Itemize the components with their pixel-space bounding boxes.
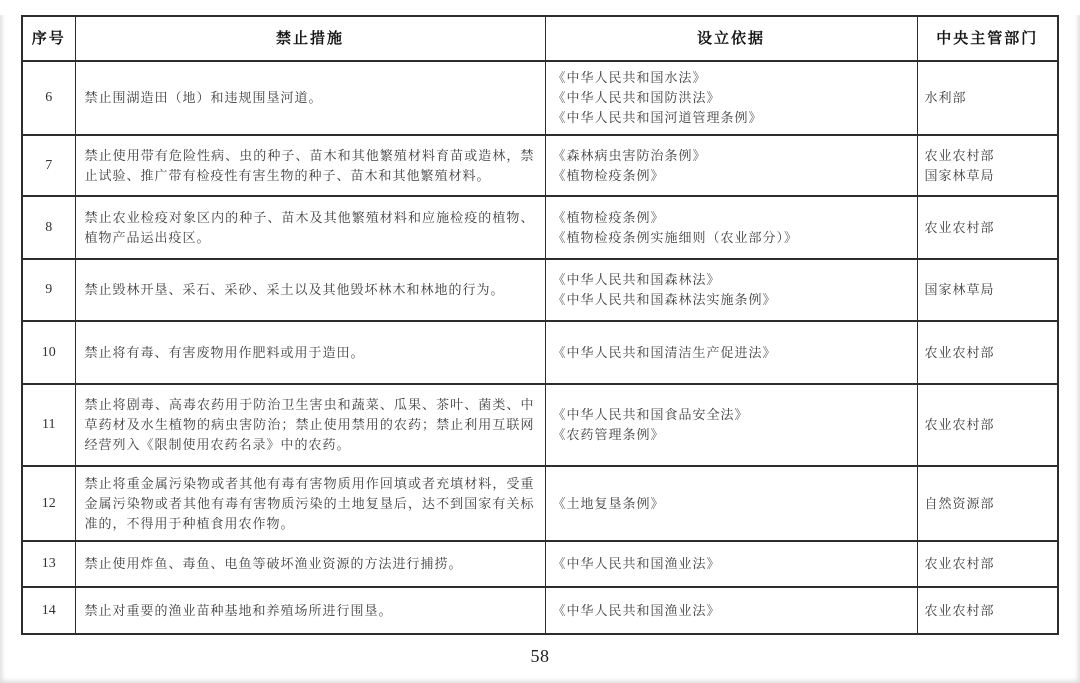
row-central-authority xyxy=(917,384,1058,466)
row-central-authority-line: 农业农村部 xyxy=(924,147,995,163)
col-header-central-authority: 中央主管部门 xyxy=(917,16,1058,61)
row-legal-basis-line: 《中华人民共和国森林法》 xyxy=(552,272,721,287)
row-central-authority-line: 国家林草局 xyxy=(924,167,995,183)
row-serial-number: 8 xyxy=(22,196,75,259)
table-header-row xyxy=(22,16,1058,61)
row-prohibited-measure: 禁止将有毒、有害废物用作肥料或用于造田。 xyxy=(75,321,545,384)
row-central-authority xyxy=(917,61,1058,135)
table-row xyxy=(22,321,1058,384)
row-legal-basis-line: 《中华人民共和国渔业法》 xyxy=(552,556,721,571)
row-central-authority-line: 国家林草局 xyxy=(924,282,995,297)
row-prohibited-measure: 禁止毁林开垦、采石、采砂、采土以及其他毁坏林木和林地的行为。 xyxy=(75,259,545,321)
row-legal-basis xyxy=(545,541,917,587)
row-legal-basis-line: 《植物检疫条例》 xyxy=(552,167,665,183)
row-central-authority-line: 水利部 xyxy=(924,90,967,105)
row-central-authority xyxy=(917,259,1058,321)
row-legal-basis-line: 《中华人民共和国渔业法》 xyxy=(552,602,721,618)
row-central-authority xyxy=(917,196,1058,259)
row-serial-number: 13 xyxy=(22,541,75,587)
row-legal-basis-line: 《土地复垦条例》 xyxy=(552,495,665,511)
row-legal-basis-line: 《植物检疫条例实施细则（农业部分）》 xyxy=(552,229,799,245)
row-prohibited-measure: 禁止农业检疫对象区内的种子、苗木及其他繁殖材料和应施检疫的植物、植物产品运出疫区。 xyxy=(75,196,545,259)
row-legal-basis xyxy=(545,321,917,384)
row-legal-basis-line: 《中华人民共和国食品安全法》 xyxy=(552,407,749,422)
prohibition-measures-table xyxy=(21,15,1059,635)
row-legal-basis xyxy=(545,466,917,541)
row-serial-number: 7 xyxy=(22,135,75,196)
row-legal-basis-line: 《农药管理条例》 xyxy=(552,427,665,442)
row-prohibited-measure: 禁止将重金属污染物或者其他有毒有害物质用作回填或者充填材料，受重金属污染物或者其他有毒有害物质污染的土地复垦后，达不到国家有关标准的，不得用于种植食用农作物。 xyxy=(75,466,545,541)
row-prohibited-measure: 禁止围湖造田（地）和违规围垦河道。 xyxy=(75,61,545,135)
row-central-authority-line: 农业农村部 xyxy=(924,602,995,618)
row-serial-number: 6 xyxy=(22,61,75,135)
row-serial-number: 11 xyxy=(22,384,75,466)
table-row xyxy=(22,384,1058,466)
row-central-authority xyxy=(917,466,1058,541)
row-central-authority xyxy=(917,321,1058,384)
col-header-serial-number: 序号 xyxy=(22,16,75,61)
document-page xyxy=(0,15,1080,667)
row-central-authority-line: 农业农村部 xyxy=(924,344,995,360)
row-serial-number: 9 xyxy=(22,259,75,321)
row-serial-number: 12 xyxy=(22,466,75,541)
row-central-authority xyxy=(917,541,1058,587)
row-central-authority-line: 自然资源部 xyxy=(924,495,995,511)
row-legal-basis-line: 《中华人民共和国清洁生产促进法》 xyxy=(552,344,777,360)
row-legal-basis xyxy=(545,587,917,634)
row-prohibited-measure: 禁止对重要的渔业苗种基地和养殖场所进行围垦。 xyxy=(75,587,545,634)
row-legal-basis-line: 《中华人民共和国防洪法》 xyxy=(552,90,721,105)
row-central-authority xyxy=(917,135,1058,196)
row-serial-number: 14 xyxy=(22,587,75,634)
row-legal-basis xyxy=(545,61,917,135)
row-central-authority-line: 农业农村部 xyxy=(924,556,995,571)
table-body xyxy=(22,61,1058,634)
row-legal-basis-line: 《中华人民共和国水法》 xyxy=(552,70,707,85)
row-legal-basis xyxy=(545,196,917,259)
table-row xyxy=(22,61,1058,135)
row-serial-number: 10 xyxy=(22,321,75,384)
row-prohibited-measure: 禁止使用带有危险性病、虫的种子、苗木和其他繁殖材料育苗或造林，禁止试验、推广带有检疫性有害生物的种子、苗木和其他繁殖材料。 xyxy=(75,135,545,196)
col-header-prohibited-measure: 禁止措施 xyxy=(75,16,545,61)
row-legal-basis-line: 《森林病虫害防治条例》 xyxy=(552,147,707,163)
row-central-authority-line: 农业农村部 xyxy=(924,417,995,432)
row-central-authority-line: 农业农村部 xyxy=(924,219,995,235)
col-header-legal-basis: 设立依据 xyxy=(545,16,917,61)
row-legal-basis xyxy=(545,259,917,321)
table-row xyxy=(22,466,1058,541)
table-row xyxy=(22,135,1058,196)
row-central-authority xyxy=(917,587,1058,634)
row-legal-basis-line: 《中华人民共和国森林法实施条例》 xyxy=(552,292,777,307)
table-row xyxy=(22,541,1058,587)
page-number: 58 xyxy=(530,646,550,666)
row-prohibited-measure: 禁止将剧毒、高毒农药用于防治卫生害虫和蔬菜、瓜果、茶叶、菌类、中草药材及水生植物的病虫害防治；禁止使用禁用的农药；禁止利用互联网经营列入《限制使用农药名录》中的农药。 xyxy=(75,384,545,466)
row-legal-basis-line: 《中华人民共和国河道管理条例》 xyxy=(552,110,763,125)
row-legal-basis xyxy=(545,384,917,466)
row-legal-basis-line: 《植物检疫条例》 xyxy=(552,209,665,225)
row-legal-basis xyxy=(545,135,917,196)
table-row xyxy=(22,587,1058,634)
row-prohibited-measure: 禁止使用炸鱼、毒鱼、电鱼等破坏渔业资源的方法进行捕捞。 xyxy=(75,541,545,587)
table-row xyxy=(22,259,1058,321)
table-row xyxy=(22,196,1058,259)
